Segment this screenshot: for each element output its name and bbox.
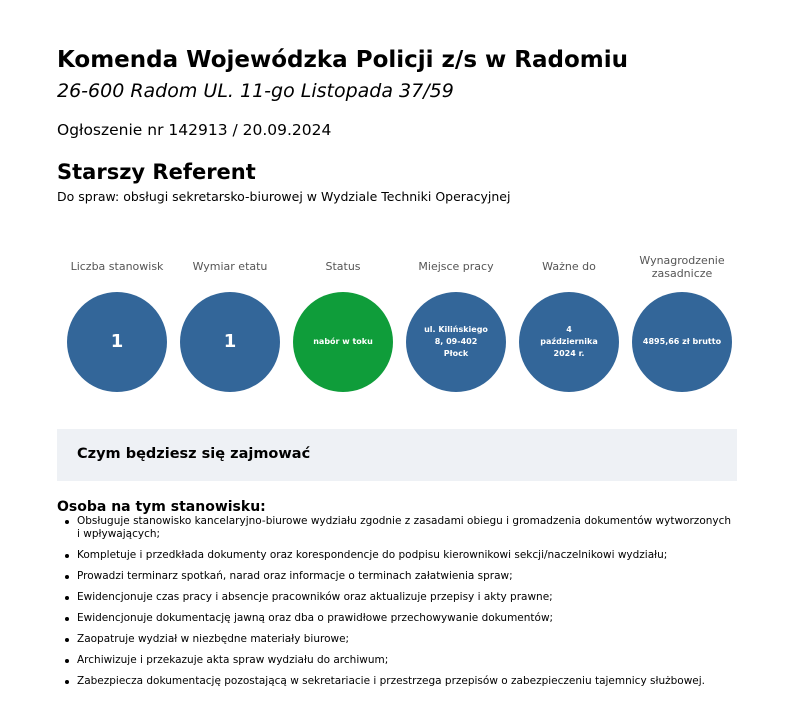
position-subtitle: Do spraw: obsługi sekretarsko-biurowej w Wydziale Techniki Operacyjnej (57, 189, 511, 204)
list-item: Ewidencjonuje dokumentację jawną oraz dba o prawidłowe przechowywanie dokumentów; (57, 612, 737, 625)
stat-valid-until (509, 252, 629, 397)
stat-value: 4895,66 zł brutto (632, 292, 732, 392)
duties-list (57, 515, 737, 696)
position-title: Starszy Referent (57, 160, 256, 184)
stat-value: 1 (180, 292, 280, 392)
stat-status (283, 252, 403, 397)
list-item: Ewidencjonuje czas pracy i absencje pracowników oraz aktualizuje przepisy i akty prawne; (57, 591, 737, 604)
duties-heading: Osoba na tym stanowisku: (57, 499, 266, 515)
announcement-number: Ogłoszenie nr 142913 / 20.09.2024 (57, 121, 332, 139)
status-badge: nabór w toku (293, 292, 393, 392)
section-title: Czym będziesz się zajmować (77, 446, 311, 462)
job-stats (57, 252, 737, 397)
stat-label: Status (325, 260, 361, 273)
stat-label: Miejsce pracy (418, 260, 494, 273)
stat-label: Wynagrodzenie zasadnicze (639, 254, 725, 280)
list-item: Zaopatruje wydział w niezbędne materiały biurowe; (57, 633, 737, 646)
list-item: Obsługuje stanowisko kancelaryjno-biurowe wydziału zgodnie z zasadami obiegu i gromadzenia dokumentów wytworzonych i wpływających; (57, 515, 737, 541)
stat-label: Ważne do (542, 260, 596, 273)
stat-label: Liczba stanowisk (70, 260, 164, 273)
stat-value: 4 października 2024 r. (519, 292, 619, 392)
list-item: Prowadzi terminarz spotkań, narad oraz informacje o terminach załatwienia spraw; (57, 570, 737, 583)
list-item: Kompletuje i przedkłada dokumenty oraz korespondencje do podpisu kierownikowi sekcji/naczelnikowi wydziału; (57, 549, 737, 562)
stat-salary (622, 252, 742, 397)
org-address: 26-600 Radom UL. 11-go Listopada 37/59 (57, 80, 454, 102)
stat-value: 1 (67, 292, 167, 392)
section-header (57, 429, 737, 481)
stat-value: ul. Kilińskiego 8, 09-402 Płock (406, 292, 506, 392)
stat-label: Wymiar etatu (192, 260, 268, 273)
stat-employment-fraction (170, 252, 290, 397)
list-item: Zabezpiecza dokumentację pozostającą w sekretariacie i przestrzega przepisów o zabezpieczeniu tajemnicy służbowej. (57, 675, 737, 688)
stat-positions-count (57, 252, 177, 397)
list-item: Archiwizuje i przekazuje akta spraw wydziału do archiwum; (57, 654, 737, 667)
org-title: Komenda Wojewódzka Policji z/s w Radomiu (57, 47, 629, 73)
stat-workplace (396, 252, 516, 397)
